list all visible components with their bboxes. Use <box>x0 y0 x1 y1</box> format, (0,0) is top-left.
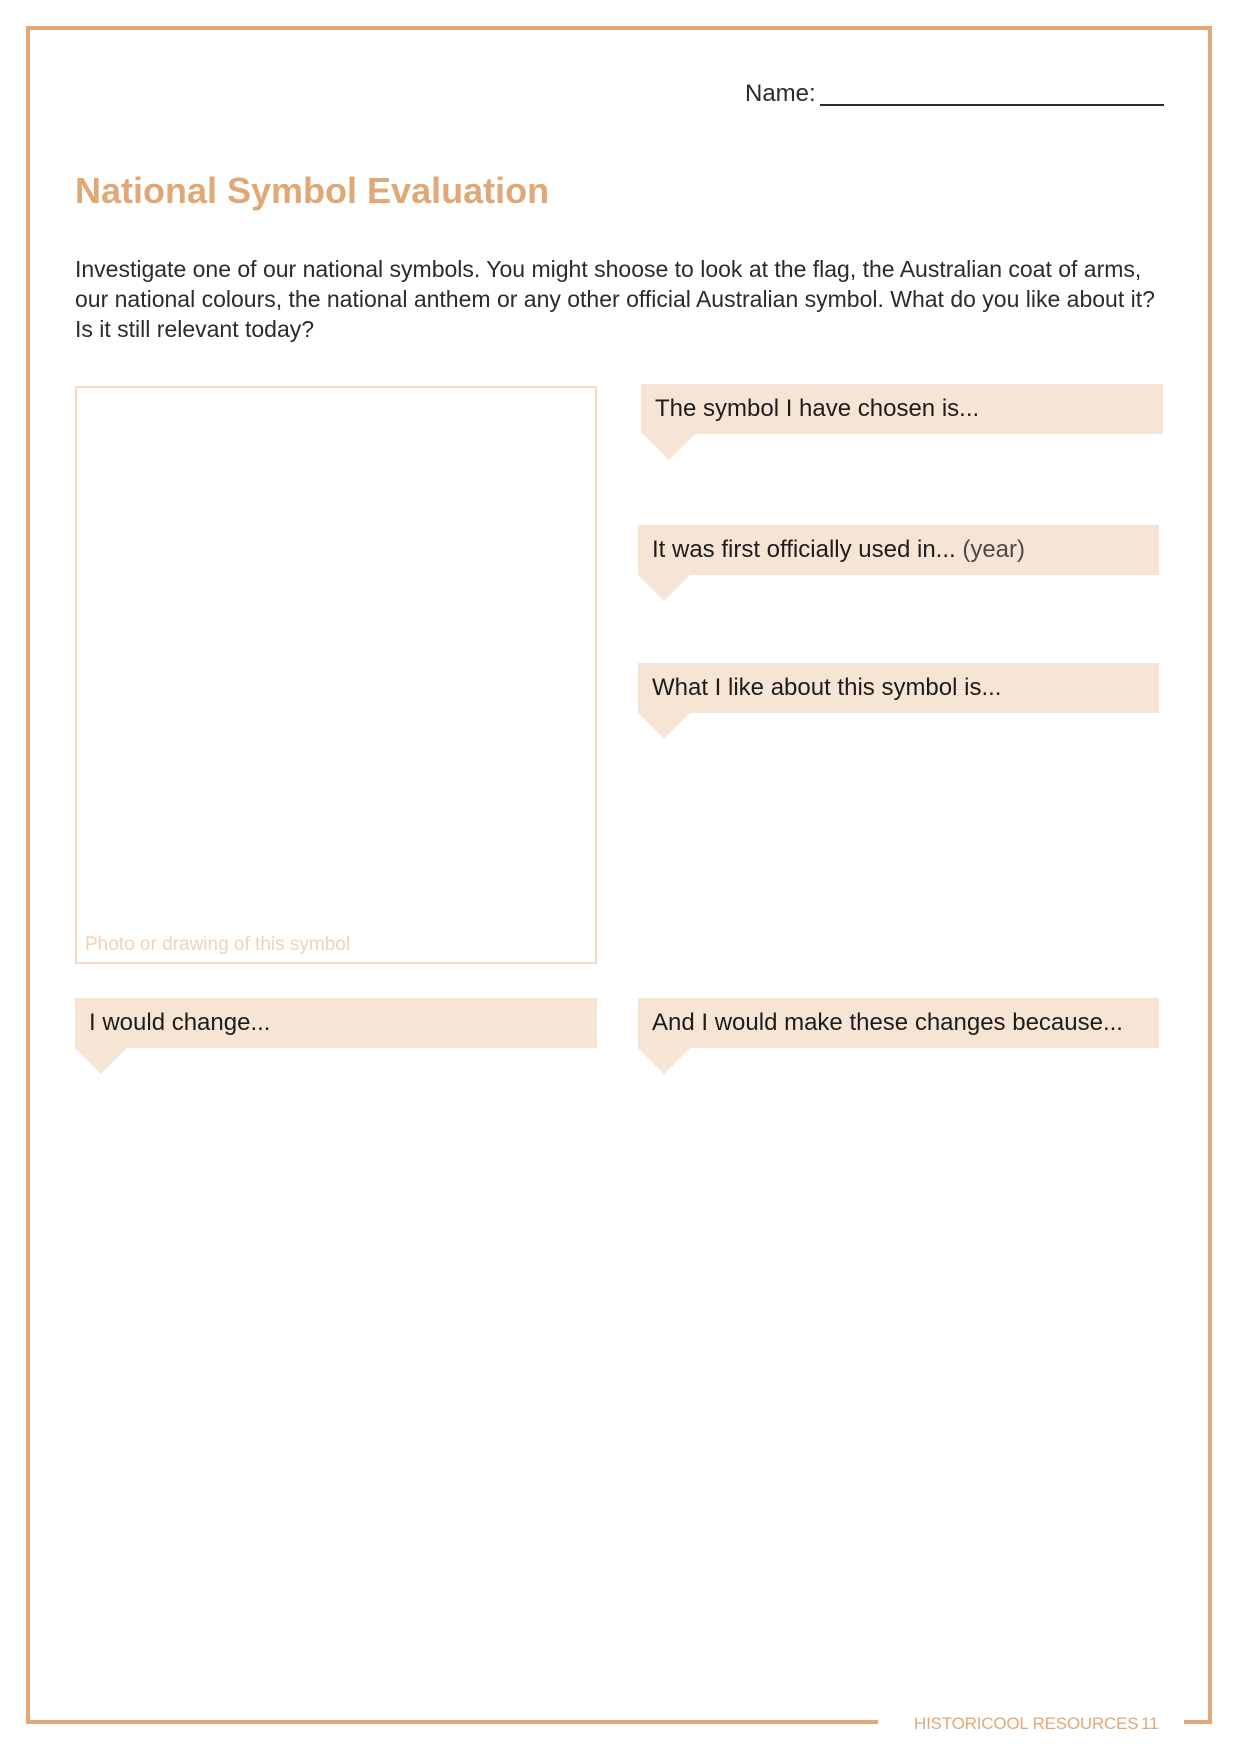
prompt-first-used-label: It was first officially used in... <box>652 536 956 563</box>
prompt-symbol-chosen <box>641 384 1163 434</box>
prompt-i-would-change-label: I would change... <box>89 1009 271 1036</box>
prompt-changes-because <box>638 998 1159 1048</box>
prompt-what-i-like-label: What I like about this symbol is... <box>652 674 1002 701</box>
page-number: 11 <box>1141 1714 1159 1733</box>
instructions-text: Investigate one of our national symbols. You might shoose to look at the flag, the Australian coat of arms, our national colours, the national anthem or any other official Australian symbol. What do you like about it? Is it still relevant today? <box>75 256 1155 342</box>
prompt-symbol-chosen-label: The symbol I have chosen is... <box>655 395 980 422</box>
prompt-first-used <box>638 525 1159 575</box>
name-label: Name: <box>745 80 816 107</box>
page-title: National Symbol Evaluation <box>75 170 550 211</box>
photo-box-caption: Photo or drawing of this symbol <box>85 934 351 955</box>
photo-drawing-box[interactable] <box>75 386 597 964</box>
name-field[interactable] <box>820 104 1164 106</box>
prompt-i-would-change <box>75 998 597 1048</box>
prompt-first-used-hint: (year) <box>962 536 1026 563</box>
footer-brand: HISTORICOOL RESOURCES <box>914 1714 1139 1733</box>
prompt-changes-because-label: And I would make these changes because... <box>652 1009 1123 1036</box>
prompt-what-i-like <box>638 663 1159 713</box>
